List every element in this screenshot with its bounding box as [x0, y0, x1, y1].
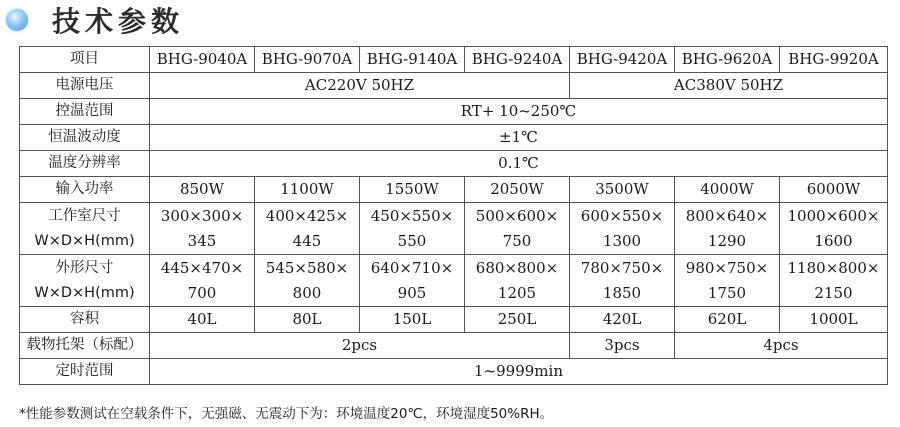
- table-cell: 3pcs: [570, 333, 675, 359]
- header-model: BHG-9140A: [360, 47, 465, 73]
- cell-line: 980×750×: [685, 258, 769, 277]
- table-cell: [570, 203, 675, 255]
- label-line: 工作室尺寸: [48, 207, 121, 224]
- table-cell: [150, 255, 255, 307]
- header-model: BHG-9240A: [465, 47, 570, 73]
- table-cell: 4000W: [675, 177, 780, 203]
- table-cell: 3500W: [570, 177, 675, 203]
- table-cell: 1100W: [255, 177, 360, 203]
- table-cell: 2pcs: [150, 333, 570, 359]
- table-cell: AC380V 50HZ: [570, 73, 888, 99]
- cell-line: 800: [292, 283, 322, 302]
- cell-line: 1600: [814, 231, 853, 250]
- table-cell: 420L: [570, 307, 675, 333]
- row-label: 容积: [20, 307, 150, 333]
- table-cell: 150L: [360, 307, 465, 333]
- table-cell: [255, 203, 360, 255]
- table-cell: [150, 203, 255, 255]
- table-cell: [570, 255, 675, 307]
- table-cell: [780, 255, 888, 307]
- table-cell: [465, 203, 570, 255]
- table-cell: 40L: [150, 307, 255, 333]
- row-label: 温度分辨率: [20, 151, 150, 177]
- header-item: 项目: [20, 47, 150, 73]
- table-cell: 0.1℃: [150, 151, 888, 177]
- table-cell: AC220V 50HZ: [150, 73, 570, 99]
- spec-table: [19, 46, 888, 385]
- table-row: [20, 73, 888, 99]
- cell-line: 640×710×: [370, 258, 454, 277]
- table-cell: 4pcs: [675, 333, 888, 359]
- table-cell: 1~9999min: [150, 359, 888, 385]
- table-cell: [465, 255, 570, 307]
- table-cell: RT+ 10~250℃: [150, 99, 888, 125]
- cell-line: 545×580×: [265, 258, 349, 277]
- footnote: *性能参数测试在空载条件下，无强磁、无震动下为：环境温度20℃，环境湿度50%RH。: [19, 406, 554, 422]
- header-model: BHG-9620A: [675, 47, 780, 73]
- cell-line: 450×550×: [370, 206, 454, 225]
- header-model: BHG-9420A: [570, 47, 675, 73]
- header-model: BHG-9040A: [150, 47, 255, 73]
- cell-line: 1850: [602, 283, 642, 302]
- table-cell: [675, 203, 780, 255]
- cell-line: 345: [187, 231, 217, 250]
- table-cell: [360, 255, 465, 307]
- section-heading: [6, 2, 184, 38]
- table-row: [20, 203, 888, 255]
- cell-line: 500×600×: [475, 206, 559, 225]
- bullet-circle-icon: [6, 9, 28, 31]
- table-row: [20, 151, 888, 177]
- table-cell: [360, 203, 465, 255]
- table-cell: [255, 255, 360, 307]
- table-row: [20, 333, 888, 359]
- cell-line: 300×300×: [160, 206, 244, 225]
- row-label: 定时范围: [20, 359, 150, 385]
- table-cell: 620L: [675, 307, 780, 333]
- label-line: W×D×H(mm): [34, 232, 135, 249]
- table-row: [20, 255, 888, 307]
- cell-line: 680×800×: [475, 258, 559, 277]
- table-cell: 1550W: [360, 177, 465, 203]
- row-label: 载物托架（标配）: [20, 333, 150, 359]
- table-cell: 1000L: [780, 307, 888, 333]
- cell-line: 600×550×: [580, 206, 664, 225]
- label-line: W×D×H(mm): [34, 284, 135, 301]
- table-cell: ±1℃: [150, 125, 888, 151]
- cell-line: 700: [187, 283, 217, 302]
- header-model: BHG-9070A: [255, 47, 360, 73]
- table-cell: 850W: [150, 177, 255, 203]
- cell-line: 1180×800×: [787, 258, 880, 277]
- table-cell: [675, 255, 780, 307]
- table-row: [20, 125, 888, 151]
- row-label: [20, 203, 150, 255]
- cell-line: 445: [292, 231, 322, 250]
- row-label: 输入功率: [20, 177, 150, 203]
- cell-line: 1290: [707, 231, 747, 250]
- row-label: [20, 255, 150, 307]
- table-cell: 6000W: [780, 177, 888, 203]
- cell-line: 780×750×: [580, 258, 664, 277]
- cell-line: 2150: [814, 283, 853, 302]
- label-line: 外形尺寸: [55, 259, 114, 276]
- cell-line: 750: [502, 231, 532, 250]
- table-row: [20, 177, 888, 203]
- table-cell: [780, 203, 888, 255]
- row-label: 电源电压: [20, 73, 150, 99]
- cell-line: 1000×600×: [787, 206, 880, 225]
- table-cell: 2050W: [465, 177, 570, 203]
- header-model: BHG-9920A: [780, 47, 888, 73]
- cell-line: 1750: [707, 283, 747, 302]
- cell-line: 445×470×: [160, 258, 244, 277]
- cell-line: 1300: [602, 231, 642, 250]
- cell-line: 905: [397, 283, 427, 302]
- table-cell: 80L: [255, 307, 360, 333]
- table-row: [20, 99, 888, 125]
- cell-line: 550: [397, 231, 427, 250]
- cell-line: 1205: [497, 283, 537, 302]
- page-title: 技术参数: [52, 5, 185, 38]
- table-header-row: [20, 47, 888, 73]
- cell-line: 400×425×: [265, 206, 349, 225]
- table-row: [20, 307, 888, 333]
- row-label: 恒温波动度: [20, 125, 150, 151]
- table-row: [20, 359, 888, 385]
- table-cell: 250L: [465, 307, 570, 333]
- row-label: 控温范围: [20, 99, 150, 125]
- cell-line: 800×640×: [685, 206, 769, 225]
